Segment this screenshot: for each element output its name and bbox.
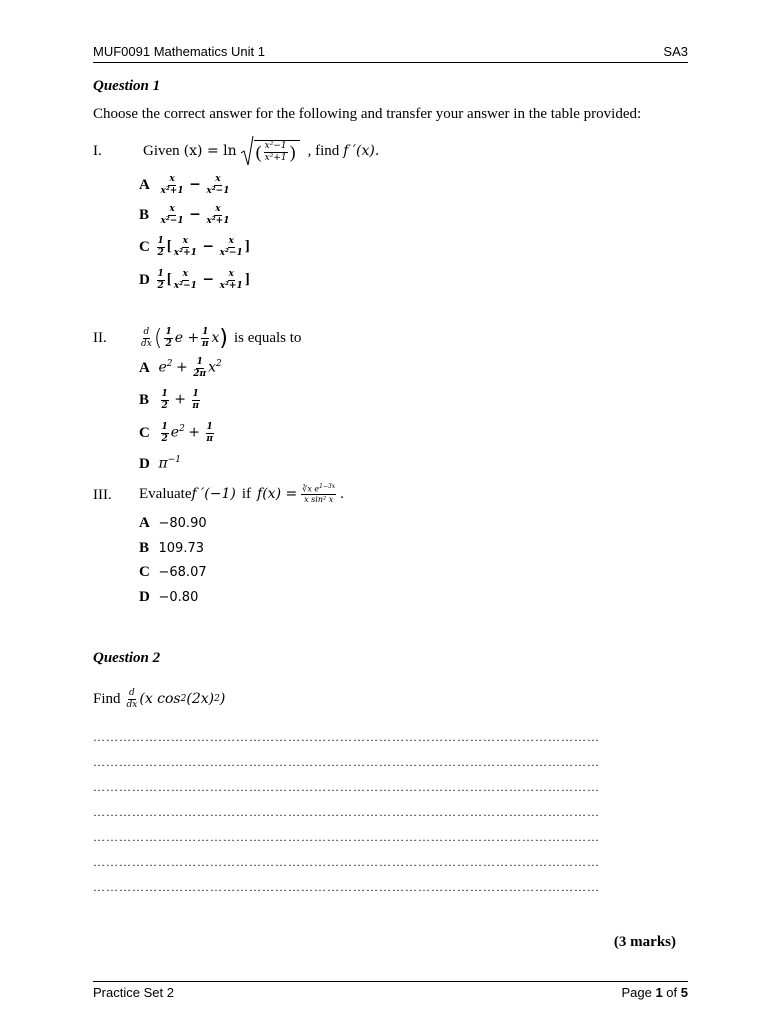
part-iii-option-d: D −0.80 [139,589,199,605]
marks-label: (3 marks) [613,934,676,950]
is-equals-to: is equals to [233,329,302,346]
page-footer [93,981,688,1007]
fprime-expression: f ′(x). [343,143,380,159]
part-i-option-b: B $\frac{x}{\text{x²−1}}$ − $\frac{x}{\text{x²+1}}$ [139,204,230,226]
part-iii-number: III. [93,487,112,503]
given-word: Given [143,142,180,159]
answer-line[interactable]: ……………………………………………………………………………………………………… [93,830,600,844]
section-code: SA3 [663,44,688,59]
question-2-title: Question 2 [93,650,161,666]
question-1-title: Question 1 [93,78,161,94]
sqrt-sign [240,135,254,167]
part-ii-option-c: C $\frac{1}{2}$ $e^2$ + $\frac{1}{\pi}$ [139,422,213,444]
answer-line[interactable]: ……………………………………………………………………………………………………… [93,805,600,819]
answer-line[interactable]: ……………………………………………………………………………………………………… [93,730,600,744]
part-iii-option-a: A −80.90 [139,515,207,531]
part-i-number: I. [93,143,102,159]
part-iii-option-b: B 109.73 [139,540,204,556]
page-header [93,44,688,63]
question-2-prompt: Find $\frac{d}{dx}$ (x cos 2 (2x) 2 ) [93,687,226,710]
practice-set-label: Practice Set 2 [93,985,174,1000]
part-ii-option-d: D $\pi^{-1}$ [139,455,181,472]
answer-line[interactable]: ……………………………………………………………………………………………………… [93,780,600,794]
fx-expression: (x) = ln [183,143,237,159]
part-ii-question: $\frac{d}{dx}$ ( $\frac{1}{2}$ e + $\frac{1}{\pi}$ x ) is equals to [141,325,302,351]
part-iii-question: Evaluate f ′(−1) if f(x) = $\frac{∛x e^{1-3x}}{\text{x sin² x}}$ . [139,482,344,505]
part-ii-option-b: B $\frac{1}{2}$ + $\frac{1}{\pi}$ [139,389,199,411]
answer-line[interactable]: ……………………………………………………………………………………………………… [93,755,600,769]
course-title: MUF0091 Mathematics Unit 1 [93,44,265,59]
part-i-option-a: A $\frac{x}{\text{x²+1}}$ − $\frac{x}{\text{x²−1}}$ [139,174,230,196]
part-iii-option-c: C −68.07 [139,564,207,580]
part-i-option-c: C $\frac{1}{2}$ [ $\frac{x}{\text{x²+1}}$ − $\frac{x}{\text{x²−1}}$ ] [139,236,250,258]
part-i-option-d: D $\frac{1}{2}$ [ $\frac{x}{\text{x²−1}}$ − $\frac{x}{\text{x²+1}}$ ] [139,269,250,291]
question-1-instruction: Choose the correct answer for the following and transfer your answer in the table provided: [93,106,642,122]
part-ii-option-a: A $e^2$ + $\frac{1}{2\pi}$ $x^2$ [139,357,222,379]
part-i-question [143,136,379,166]
answer-line[interactable]: ……………………………………………………………………………………………………… [93,880,600,894]
sqrt-fraction: $\frac{\text{x²−1}}{\text{x²+1}}$ [264,140,287,163]
sqrt-expression: ( $\frac{\text{x²−1}}{\text{x²+1}}$ ) [240,135,300,167]
page-number: Page 1 of 5 [621,985,688,1000]
answer-line[interactable]: ……………………………………………………………………………………………………… [93,855,600,869]
part-ii-number: II. [93,330,107,346]
find-word: , find [307,142,340,159]
